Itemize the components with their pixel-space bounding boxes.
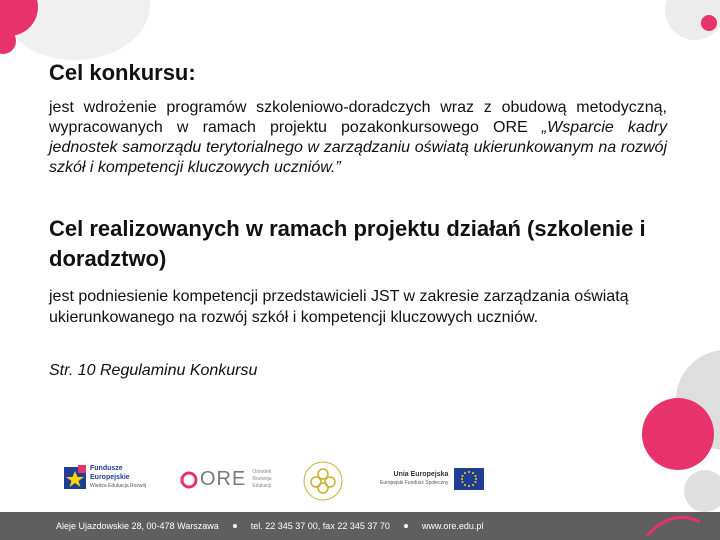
ore-line3: Edukacji	[252, 483, 272, 489]
regulation-reference: Str. 10 Regulaminu Konkursu	[49, 362, 258, 379]
footer-website[interactable]: www.ore.edu.pl	[421, 521, 484, 531]
footer-phone: tel. 22 345 37 00, fax 22 345 37 70	[250, 521, 390, 531]
fe-title: Fundusze Europejskie	[90, 465, 130, 481]
paragraph-italic-text: „Wsparcie kadry jednostek samorządu terytorialnego w zarządzaniu oświatą ukierunkowanym na rozwój szkół i kompetencji kluczowych uczniów.”	[49, 119, 667, 176]
footer-separator-dot	[404, 524, 408, 528]
ore-line1: Ośrodek	[252, 469, 272, 475]
eu-flag-icon	[454, 468, 484, 490]
logo-zwiazek-powiatow-seal	[302, 460, 344, 502]
logo-unia-europejska	[380, 468, 484, 490]
footer-address: Aleje Ujazdowskie 28, 00-478 Warszawa	[56, 521, 219, 531]
paragraph-cel-konkursu	[49, 98, 667, 178]
fe-star-icon	[64, 465, 86, 491]
main-content	[49, 58, 667, 380]
seal-flower-icon	[302, 460, 344, 502]
decor-circle-pink-right	[701, 15, 717, 31]
ue-title: Unia Europejska	[393, 471, 449, 478]
ore-line2: Rozwoju	[252, 476, 272, 482]
fe-subtitle: Wiedza Edukacja Rozwój	[90, 483, 147, 489]
heading-cel-dzialan: Cel realizowanych w ramach projektu działań (szkolenie i doradztwo)	[49, 216, 646, 271]
footer-separator-dot	[233, 524, 237, 528]
heading-cel-konkursu: Cel konkursu:	[49, 60, 196, 85]
footer-bar	[0, 512, 720, 540]
footer-swirl-icon	[642, 512, 702, 538]
logo-strip	[0, 462, 720, 502]
ore-ring-icon	[180, 471, 198, 489]
ue-subtitle: Europejski Fundusz Społeczny	[380, 480, 449, 486]
logo-ore	[180, 468, 272, 491]
ore-mark: ORE	[200, 468, 247, 490]
paragraph-cel-dzialan: jest podniesienie kompetencji przedstawicieli JST w zakresie zarządzania oświatą ukierunkowanego na rozwój szkół i kompetencji kluczowych uczniów.	[49, 288, 629, 326]
logo-fundusze-europejskie	[64, 464, 146, 491]
paragraph-plain-text: jest wdrożenie programów szkoleniowo-doradczych wraz z obudową metodyczną, wypracowanych w ramach projektu pozakonkursowego ORE	[49, 99, 667, 136]
decor-circle-pink-bottom-right	[642, 398, 714, 470]
